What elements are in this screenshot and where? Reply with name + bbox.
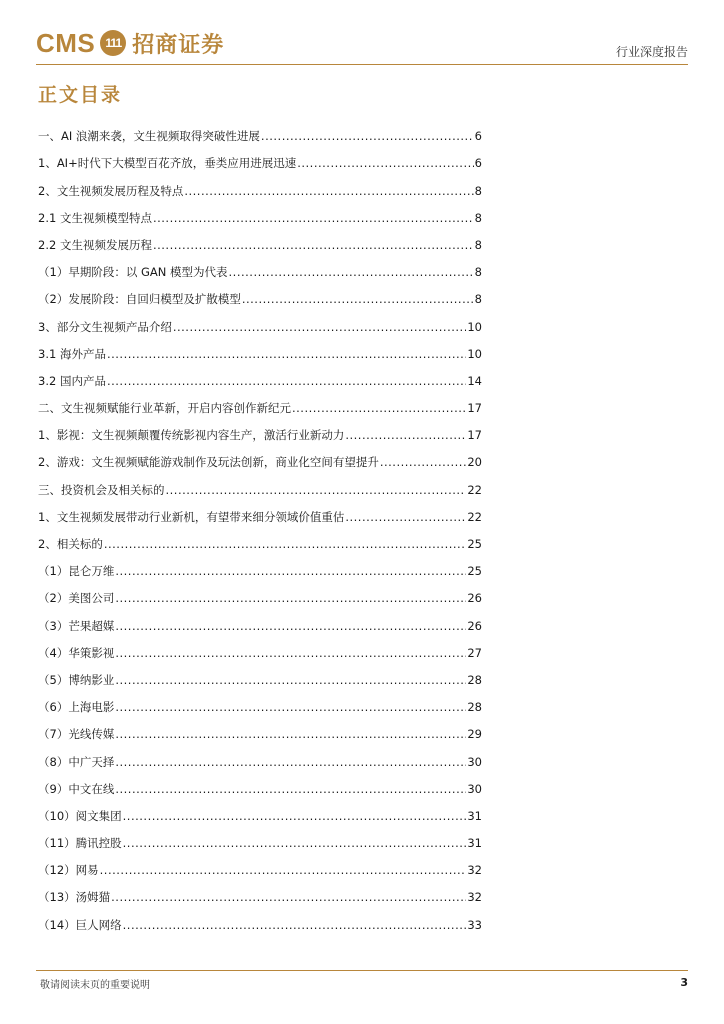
toc-entry[interactable] [38,553,482,580]
toc-dot-leader [115,698,466,716]
toc-entry-page: 33 [467,917,482,932]
toc-entry-page: 26 [467,591,482,606]
logo-latin-text: CMS [36,27,96,58]
toc-entry[interactable] [38,390,482,417]
page-header [36,26,688,66]
toc-dot-leader [115,562,466,580]
toc-entry[interactable] [38,662,482,689]
toc-entry-page: 32 [467,890,482,905]
toc-entry-title: （2）发展阶段：自回归模型及扩散模型 [38,292,241,307]
report-type-label: 行业深度报告 [615,45,688,59]
toc-entry-title: 1、文生视频发展带动行业新机，有望带来细分领域价值重估 [38,509,345,524]
toc-entry-title: （1）早期阶段：以 GAN 模型为代表 [38,265,228,280]
toc-dot-leader [153,209,474,227]
toc-dot-leader [261,127,474,145]
toc-dot-leader [115,644,466,662]
toc-entry-page: 26 [467,618,482,633]
toc-entry-title: 2、游戏：文生视频赋能游戏制作及玩法创新，商业化空间有望提升 [38,455,379,470]
toc-entry[interactable] [38,771,482,798]
toc-entry-page: 25 [467,537,482,551]
toc-entry-title: 1、AI+时代下大模型百花齐放，垂类应用进展迅速 [38,156,297,171]
toc-entry[interactable] [38,879,482,906]
toc-dot-leader [184,182,473,200]
toc-entry[interactable] [38,172,482,199]
toc-entry-title: 3、部分文生视频产品介绍 [38,319,172,334]
toc-entry-page: 22 [467,482,482,497]
toc-dot-leader [111,888,466,906]
logo-seal-text: 111 [105,36,122,50]
toc-entry-page: 10 [467,319,482,334]
toc-dot-leader [115,780,466,798]
toc-dot-leader [104,535,467,553]
toc-entry[interactable] [38,200,482,227]
toc-entry-title: 2.2 文生视频发展历程 [38,237,152,252]
toc-dot-leader [292,399,466,417]
toc-entry[interactable] [38,716,482,743]
toc-entry-title: 一、AI 浪潮来袭，文生视频取得突破性进展 [38,129,260,144]
cms-logo [36,26,224,60]
toc-dot-leader [153,236,474,254]
logo-chinese-text: 招商证券 [132,32,225,58]
toc-entry[interactable] [38,607,482,634]
table-of-contents [38,118,482,934]
toc-entry-page: 28 [467,700,482,715]
toc-entry-page: 29 [467,727,482,742]
toc-dot-leader [123,807,467,825]
toc-entry-title: 2、文生视频发展历程及特点 [38,183,184,198]
header-divider [36,64,688,65]
toc-entry[interactable] [38,471,482,498]
toc-dot-leader [380,453,467,471]
toc-dot-leader [115,617,466,635]
toc-entry-page: 31 [467,836,482,851]
toc-entry-page: 14 [467,373,482,388]
toc-entry-page: 8 [474,183,482,198]
toc-entry[interactable] [38,417,482,444]
toc-entry-page: 6 [474,156,482,171]
toc-dot-leader [229,263,474,281]
toc-entry[interactable] [38,526,482,553]
toc-entry[interactable] [38,499,482,526]
toc-dot-leader [115,589,466,607]
toc-entry[interactable] [38,906,482,933]
toc-entry[interactable] [38,118,482,145]
toc-entry[interactable] [38,825,482,852]
toc-dot-leader [166,481,467,499]
toc-dot-leader [242,290,474,308]
toc-entry-page: 22 [467,509,482,524]
toc-dot-leader [115,671,466,689]
toc-entry-title: （6）上海电影 [38,700,115,715]
toc-entry-page: 31 [467,808,482,823]
toc-entry-page: 32 [467,863,482,878]
toc-entry-title: （13）汤姆猫 [38,890,111,905]
toc-entry[interactable] [38,363,482,390]
toc-dot-leader [107,372,466,390]
toc-entry[interactable] [38,145,482,172]
toc-entry-title: （10）阅文集团 [38,808,122,823]
toc-entry[interactable] [38,743,482,770]
toc-dot-leader [100,861,467,879]
toc-entry-page: 30 [467,781,482,796]
toc-entry-title: （3）芒果超媒 [38,618,115,633]
toc-entry-page: 10 [467,346,482,361]
toc-entry-title: （5）博纳影业 [38,672,115,687]
toc-entry[interactable] [38,308,482,335]
toc-entry[interactable] [38,444,482,471]
toc-entry-title: （2）美图公司 [38,591,115,606]
toc-entry-page: 8 [474,265,482,280]
toc-entry-title: 3.2 国内产品 [38,373,106,388]
toc-entry-page: 8 [474,237,482,252]
toc-entry[interactable] [38,254,482,281]
toc-entry-title: （9）中文在线 [38,781,115,796]
toc-entry-title: 二、文生视频赋能行业革新，开启内容创作新纪元 [38,401,291,416]
toc-entry-page: 17 [467,401,482,416]
toc-dot-leader [123,916,467,934]
toc-entry[interactable] [38,281,482,308]
toc-entry-title: （1）昆仑万维 [38,564,115,579]
toc-entry[interactable] [38,227,482,254]
toc-entry-page: 17 [467,428,482,443]
toc-entry-title: （12）网易 [38,863,99,878]
toc-entry-page: 8 [474,210,482,225]
toc-entry-title: 1、影视：文生视频颠覆传统影视内容生产，激活行业新动力 [38,428,345,443]
toc-entry[interactable] [38,635,482,662]
toc-entry[interactable] [38,798,482,825]
toc-entry-page: 20 [467,455,482,470]
toc-entry[interactable] [38,336,482,363]
page-number: 3 [680,976,688,989]
toc-entry-page: 6 [474,129,482,144]
toc-entry-page: 30 [467,754,482,769]
toc-dot-leader [115,725,466,743]
toc-entry-title: （4）华策影视 [38,645,115,660]
footer-divider [36,970,688,971]
toc-entry-title: （8）中广天择 [38,754,115,769]
toc-dot-leader [173,318,467,336]
toc-entry-page: 8 [474,292,482,307]
toc-entry-title: （11）腾讯控股 [38,836,122,851]
toc-entry-page: 28 [467,672,482,687]
toc-entry[interactable] [38,689,482,716]
footer-disclaimer-note: 敬请阅读末页的重要说明 [40,980,150,991]
toc-entry-title: 三、投资机会及相关标的 [38,482,165,497]
toc-entry-title: （7）光线传媒 [38,727,115,742]
logo-seal-icon [100,30,126,56]
toc-heading: 正文目录 [38,84,123,106]
toc-dot-leader [123,834,467,852]
toc-entry-page: 27 [467,645,482,660]
toc-dot-leader [345,508,466,526]
toc-entry[interactable] [38,580,482,607]
toc-entry-title: 3.1 海外产品 [38,346,106,361]
toc-dot-leader [107,345,466,363]
toc-entry-title: （14）巨人网络 [38,917,122,932]
toc-entry-title: 2.1 文生视频模型特点 [38,210,152,225]
toc-dot-leader [345,426,466,444]
toc-entry-title: 2、相关标的 [38,537,103,551]
toc-dot-leader [115,753,466,771]
toc-dot-leader [297,154,473,172]
toc-entry-page: 25 [467,564,482,579]
toc-entry[interactable] [38,852,482,879]
